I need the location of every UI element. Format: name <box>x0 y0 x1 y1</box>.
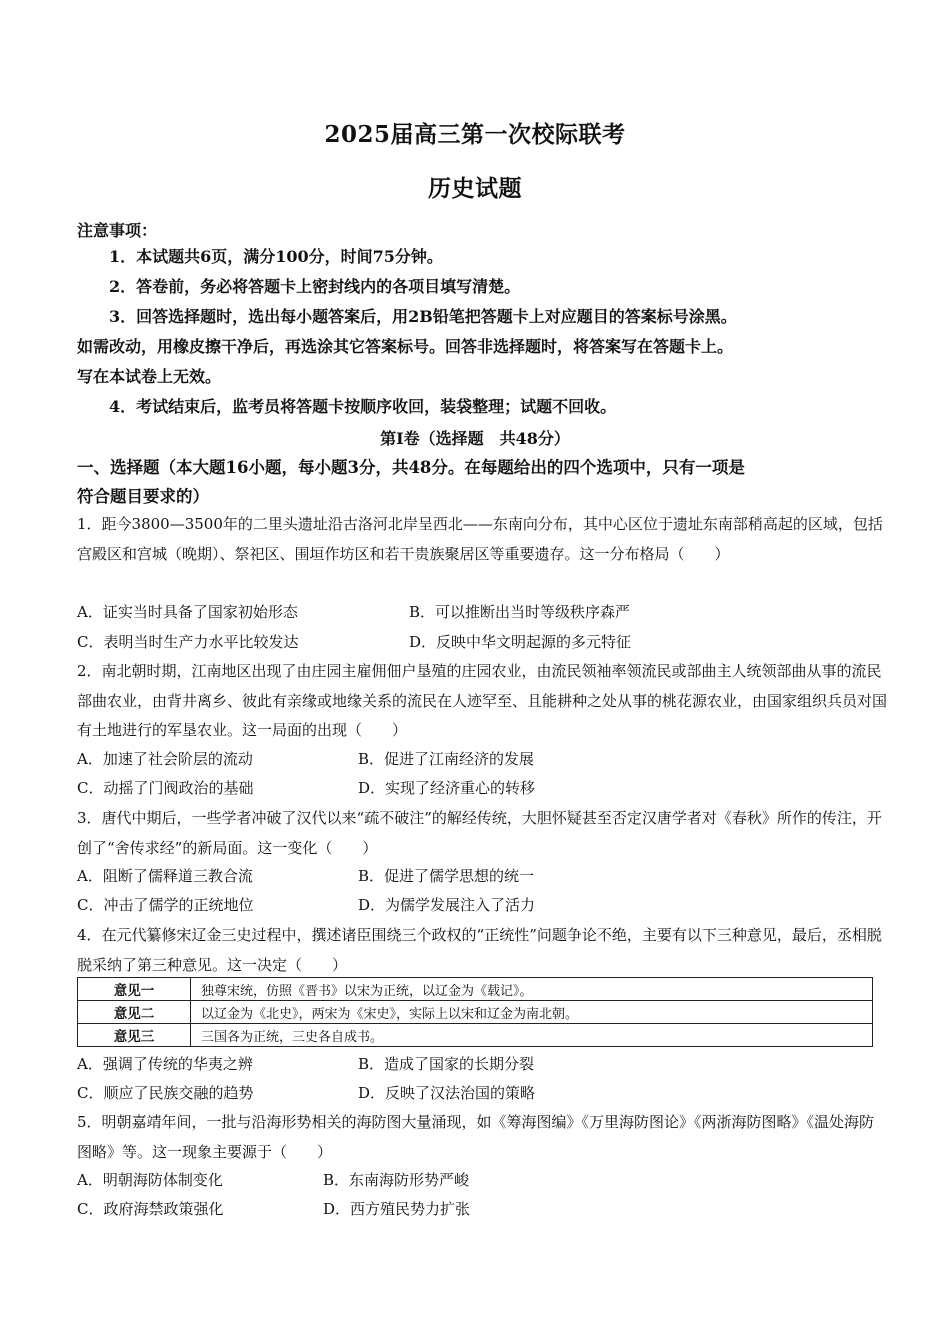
notice-item: 1．本试题共6页，满分100分，时间75分钟。 <box>109 247 443 266</box>
notice-list <box>77 242 877 422</box>
option-d[interactable]: D．实现了经济重心的转移 <box>358 779 536 797</box>
option-a[interactable]: A．阻断了儒释道三教合流 <box>77 867 253 885</box>
option-c[interactable]: C．动摇了门阀政治的基础 <box>77 779 254 797</box>
exam-title: 2025届高三第一次校际联考 <box>324 121 626 148</box>
part-title: 一、选择题（本大题16小题，每小题3分，共48分。在每题给出的四个选项中，只有一项是 符合题目要求的） <box>77 458 745 506</box>
notice-item: 4．考试结束后，监考员将答题卡按顺序收回，装袋整理；试题不回收。 <box>109 397 617 416</box>
option-b[interactable]: B．东南海防形势严峻 <box>323 1171 470 1189</box>
option-a[interactable]: A．明朝海防体制变化 <box>77 1171 223 1189</box>
option-d[interactable]: D．反映了汉法治国的策略 <box>358 1084 536 1102</box>
opinion-table <box>77 977 873 1047</box>
question-stem: 5．明朝嘉靖年间，一批与沿海形势相关的海防图大量涌现，如《筹海图编》《万里海防图论》《两浙海防图略》《温处海防图略》等。这一现象主要源于（ ） <box>77 1113 875 1161</box>
section-title: 第Ⅰ卷（选择题 共48分） <box>380 429 570 448</box>
option-c[interactable]: C．顺应了民族交融的趋势 <box>77 1084 254 1102</box>
question-stem: 4．在元代纂修宋辽金三史过程中，撰述诸臣围绕三个政权的“正统性”问题争论不绝，主要有以下三种意见，最后，丞相脱脱采纳了第三种意见。这一决定（ ） <box>77 926 882 974</box>
notice-item: 写在本试卷上无效。 <box>77 367 222 386</box>
notice-item: 如需改动，用橡皮擦干净后，再选涂其它答案标号。回答非选择题时，将答案写在答题卡上。 <box>77 337 734 356</box>
option-d[interactable]: D．反映中华文明起源的多元特征 <box>409 633 632 651</box>
option-c[interactable]: C．表明当时生产力水平比较发达 <box>77 633 299 651</box>
question-stem: 1．距今3800—3500年的二里头遗址沿古洛河北岸呈西北——东南向分布，其中心区位于遗址东南部稍高起的区域，包括宫殿区和宫城（晚期）、祭祀区、围垣作坊区和若干贵族聚居区等重要遗存。这一分布格局（ ） <box>77 515 883 563</box>
option-a[interactable]: A．强调了传统的华夷之辨 <box>77 1055 253 1073</box>
table-row <box>78 1024 873 1047</box>
option-b[interactable]: B．造成了国家的长期分裂 <box>358 1055 535 1073</box>
option-d[interactable]: D．西方殖民势力扩张 <box>323 1200 471 1218</box>
question-stem: 3．唐代中期后，一些学者冲破了汉代以来“疏不破注”的解经传统，大胆怀疑甚至否定汉唐学者对《春秋》所作的传注，开创了“舍传求经”的新局面。这一变化（ ） <box>77 809 882 857</box>
exam-subject-title: 历史试题 <box>428 175 522 202</box>
option-a[interactable]: A．证实当时具备了国家初始形态 <box>77 603 298 621</box>
option-b[interactable]: B．促进了江南经济的发展 <box>358 750 535 768</box>
table-cell-key: 意见二 <box>78 1001 191 1024</box>
table-cell-key: 意见三 <box>78 1024 191 1047</box>
option-d[interactable]: D．为儒学发展注入了活力 <box>358 896 536 914</box>
table-cell-value: 以辽金为《北史》，两宋为《宋史》，实际上以宋和辽金为南北朝。 <box>191 1001 873 1024</box>
table-row <box>78 1001 873 1024</box>
option-c[interactable]: C．冲击了儒学的正统地位 <box>77 896 254 914</box>
question-stem: 2．南北朝时期，江南地区出现了由庄园主雇佣佃户垦殖的庄园农业，由流民领袖率领流民或部曲主人统领部曲从事的流民部曲农业，由背井离乡、彼此有亲缘或地缘关系的流民在人迹罕至、且能耕种之处从事的桃花源农业，由国家组织兵员对国有土地进行的军垦农业。这一局面的出现（ ） <box>77 662 888 739</box>
table-cell-value: 独尊宋统，仿照《晋书》以宋为正统，以辽金为《载记》。 <box>191 978 873 1001</box>
option-a[interactable]: A．加速了社会阶层的流动 <box>77 750 253 768</box>
table-cell-key: 意见一 <box>78 978 191 1001</box>
notice-item: 3．回答选择题时，选出每小题答案后，用2B铅笔把答题卡上对应题目的答案标号涂黑。 <box>109 307 737 326</box>
table-row <box>78 978 873 1001</box>
option-c[interactable]: C．政府海禁政策强化 <box>77 1200 224 1218</box>
table-cell-value: 三国各为正统，三史各自成书。 <box>191 1024 873 1047</box>
notice-item: 2．答卷前，务必将答题卡上密封线内的各项目填写清楚。 <box>109 277 521 296</box>
option-b[interactable]: B．促进了儒学思想的统一 <box>358 867 535 885</box>
option-b[interactable]: B．可以推断出当时等级秩序森严 <box>409 603 631 621</box>
notice-heading: 注意事项： <box>77 221 158 240</box>
